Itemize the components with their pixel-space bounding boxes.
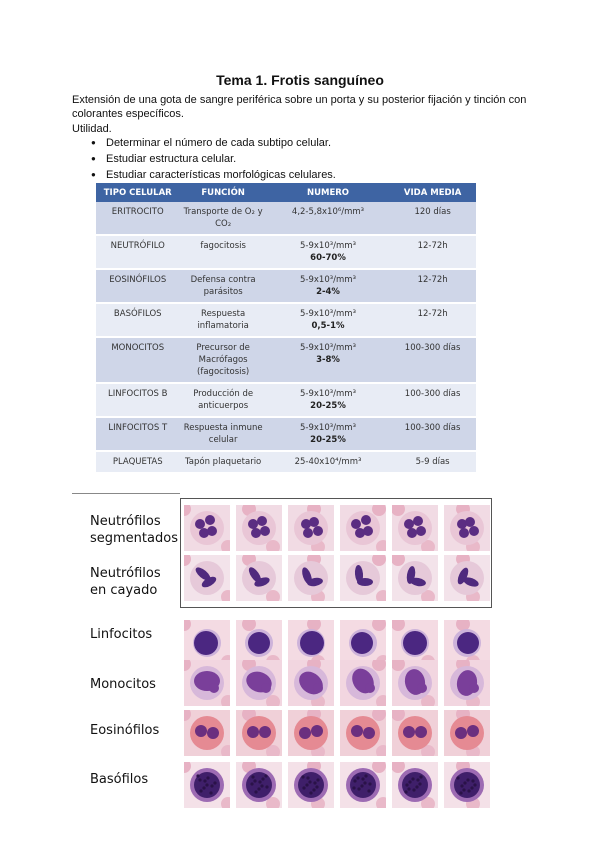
table-row — [96, 383, 476, 417]
blood-cell-image — [340, 710, 386, 756]
cell-lifespan: 100-300 días — [389, 383, 476, 417]
blood-cell-image — [288, 762, 334, 808]
list-item: ● Determinar el número de cada subtipo celular. — [72, 135, 336, 151]
blood-cell-image — [184, 555, 230, 601]
blood-cell-image — [236, 660, 282, 706]
cell-image-row — [180, 762, 490, 812]
table-row — [96, 451, 476, 473]
cell-lifespan: 12-72h — [389, 269, 476, 303]
blood-cell-image — [288, 505, 334, 551]
blood-cell-image — [236, 505, 282, 551]
table-row — [96, 417, 476, 451]
cell-row-label: Linfocitos — [90, 627, 153, 642]
cell-row-label: Neutrófilos en cayado — [90, 566, 161, 598]
cell-lifespan: 12-72h — [389, 303, 476, 337]
cell-percentage: 3-8% — [316, 355, 340, 365]
table-row — [96, 235, 476, 269]
cell-function: Precursor de Macrófagos (fagocitosis) — [180, 337, 267, 383]
table-row — [96, 303, 476, 337]
cell-lifespan: 120 días — [389, 202, 476, 235]
cell-image-row — [180, 660, 490, 710]
cell-percentage: 20-25% — [310, 435, 346, 445]
cell-type: LINFOCITOS T — [96, 417, 180, 451]
cell-function: Respuesta inflamatoria — [180, 303, 267, 337]
cell-function: Tapón plaquetario — [180, 451, 267, 473]
cell-row-label: Eosinófilos — [90, 723, 160, 738]
table-row — [96, 269, 476, 303]
cell-count: 4,2-5,8x10⁶/mm³ — [267, 202, 389, 235]
cell-lifespan: 5-9 días — [389, 451, 476, 473]
blood-cell-image — [392, 555, 438, 601]
intro-paragraph: Extensión de una gota de sangre periférica sobre un porta y su posterior fijación y tinción con colorantes específicos. — [72, 94, 527, 120]
cell-percentage: 20-25% — [310, 401, 346, 411]
cell-row-label: Neutrófilos segmentados — [90, 514, 178, 546]
cell-percentage: 0,5-1% — [311, 321, 345, 331]
blood-cell-image — [184, 660, 230, 706]
blood-cell-image — [340, 762, 386, 808]
blood-cell-image — [444, 505, 490, 551]
cell-type: LINFOCITOS B — [96, 383, 180, 417]
blood-cell-image — [184, 762, 230, 808]
table-row — [96, 337, 476, 383]
cell-function: Respuesta inmune celular — [180, 417, 267, 451]
blood-cell-image — [236, 710, 282, 756]
cell-count: 5-9x10³/mm³ 60-70% — [267, 235, 389, 269]
blood-cell-image — [184, 710, 230, 756]
table-row — [96, 202, 476, 235]
blood-cell-image — [340, 555, 386, 601]
blood-cell-image — [392, 710, 438, 756]
blood-cell-image — [392, 505, 438, 551]
cell-image-row — [180, 710, 490, 760]
blood-cell-image — [392, 762, 438, 808]
cell-lifespan: 100-300 días — [389, 337, 476, 383]
cell-percentage: 2-4% — [316, 287, 340, 297]
cell-type: NEUTRÓFILO — [96, 235, 180, 269]
cell-type: ERITROCITO — [96, 202, 180, 235]
cell-count: 25-40x10⁴/mm³ — [267, 451, 389, 473]
blood-cell-image — [236, 762, 282, 808]
utility-list — [72, 135, 336, 183]
table-header: FUNCIÓN — [180, 183, 267, 202]
cell-count: 5-9x10³/mm³ 3-8% — [267, 337, 389, 383]
cell-lifespan: 12-72h — [389, 235, 476, 269]
blood-cell-image — [184, 505, 230, 551]
utility-label: Utilidad. — [72, 123, 112, 135]
cell-image-row — [180, 505, 490, 555]
cell-lifespan: 100-300 días — [389, 417, 476, 451]
cell-type: MONOCITOS — [96, 337, 180, 383]
blood-cell-image — [236, 555, 282, 601]
cell-count: 5-9x10³/mm³ 20-25% — [267, 383, 389, 417]
divider — [72, 493, 180, 494]
cell-type: PLAQUETAS — [96, 451, 180, 473]
cell-count: 5-9x10³/mm³ 2-4% — [267, 269, 389, 303]
cell-row-label: Basófilos — [90, 772, 149, 787]
cell-count: 5-9x10³/mm³ 0,5-1% — [267, 303, 389, 337]
cell-function: fagocitosis — [180, 235, 267, 269]
cell-function: Transporte de O₂ y CO₂ — [180, 202, 267, 235]
cell-function: Producción de anticuerpos — [180, 383, 267, 417]
blood-cell-image — [444, 762, 490, 808]
list-item: ● Estudiar estructura celular. — [72, 151, 336, 167]
blood-cell-image — [392, 660, 438, 706]
cell-count: 5-9x10³/mm³ 20-25% — [267, 417, 389, 451]
table-header: TIPO CELULAR — [96, 183, 180, 202]
blood-cell-image — [444, 660, 490, 706]
blood-cell-image — [340, 660, 386, 706]
cell-type: EOSINÓFILOS — [96, 269, 180, 303]
cell-type: BASÓFILOS — [96, 303, 180, 337]
blood-cell-image — [288, 710, 334, 756]
blood-cell-image — [288, 555, 334, 601]
cell-percentage: 60-70% — [310, 253, 346, 263]
blood-cell-image — [444, 555, 490, 601]
list-item: ● Estudiar características morfológicas celulares. — [72, 167, 336, 183]
cell-types-table — [96, 183, 476, 474]
table-header: NUMERO — [267, 183, 389, 202]
blood-cell-image — [340, 505, 386, 551]
cell-function: Defensa contra parásitos — [180, 269, 267, 303]
table-header: VIDA MEDIA — [389, 183, 476, 202]
cell-image-row — [180, 555, 490, 605]
blood-cell-image — [288, 660, 334, 706]
page-title: Tema 1. Frotis sanguíneo — [216, 72, 384, 88]
cell-row-label: Monocitos — [90, 677, 156, 692]
blood-cell-image — [444, 710, 490, 756]
